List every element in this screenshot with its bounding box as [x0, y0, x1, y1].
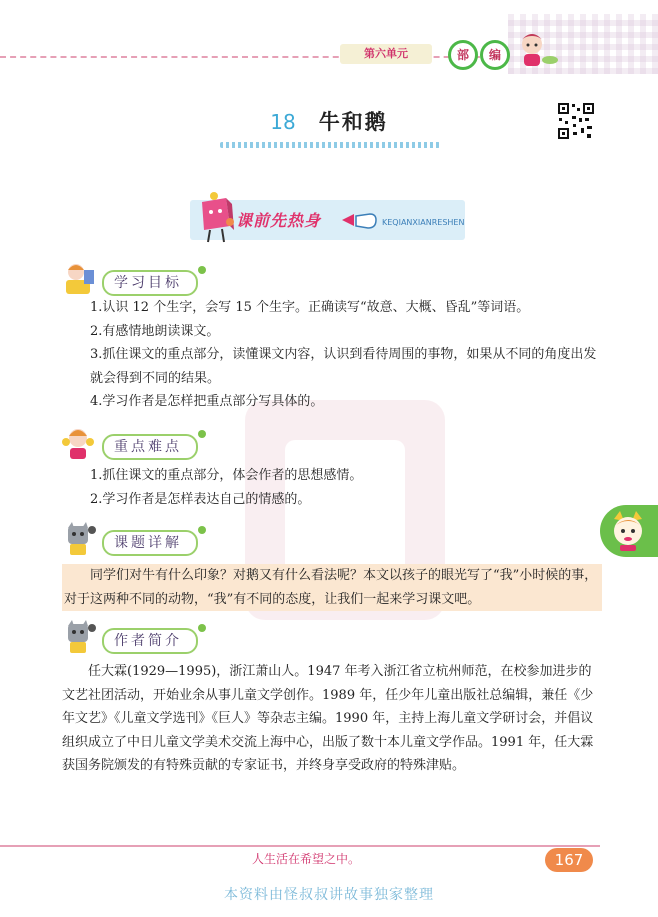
topic-text: 同学们对牛有什么印象？对鹅又有什么看法呢？本文以孩子的眼光写了“我”小时候的事，对于这两种不同的动物，“我”有不同的态度，让我们一起来学习课文吧。	[64, 568, 598, 607]
kid-reading-icon	[62, 262, 98, 296]
keypoints-list	[90, 464, 600, 511]
qr-code-icon[interactable]	[557, 102, 595, 140]
unit-label: 第六单元	[340, 44, 432, 64]
footer-divider	[0, 845, 600, 847]
mascot-girl-icon	[510, 30, 560, 72]
robot-cat-icon	[62, 620, 98, 654]
kid-cheering-icon	[62, 426, 98, 460]
goals-list	[90, 296, 600, 414]
robot-cat-icon	[62, 522, 98, 556]
goal-item: 3.抓住课文的重点部分，读懂课文内容，认识到看待周围的事物，如果从不同的角度出发就会得到不同的结果。	[90, 347, 597, 386]
section-title: 作者简介	[102, 628, 198, 654]
watermark-text: 本资料由怪叔叔讲故事独家整理	[224, 887, 434, 903]
goal-item: 2.有感情地朗读课文。	[90, 323, 220, 339]
hand-pointer-icon	[340, 206, 380, 234]
author-paragraph	[62, 660, 598, 778]
heading-dot	[198, 266, 206, 274]
goal-item: 1.认识 12 个生字，会写 15 个生字。正确读写“故意、大概、昏乱”等词语。	[90, 300, 530, 315]
edition-badge-1: 部	[448, 40, 478, 70]
goal-item: 4.学习作者是怎样把重点部分写具体的。	[90, 394, 324, 409]
heading-dot	[198, 526, 206, 534]
edition-badge-2: 编	[480, 40, 510, 70]
fox-mascot-icon	[606, 509, 650, 553]
cube-mascot-icon	[196, 192, 236, 244]
lesson-number: 18	[270, 110, 296, 134]
heading-dot	[198, 624, 206, 632]
title-underline	[220, 142, 440, 148]
heading-dot	[198, 430, 206, 438]
topic-paragraph	[62, 564, 602, 611]
keypoint-item: 1.抓住课文的重点部分，体会作者的思想感情。	[90, 468, 363, 483]
footer-motto: 人生活在希望之中。	[252, 852, 361, 866]
lesson-title: 牛和鹅	[318, 110, 388, 134]
banner-title: 课前先热身	[236, 211, 322, 230]
section-title: 学习目标	[102, 270, 198, 296]
banner-subtitle: KEQIANXIANRESHEN	[382, 218, 465, 227]
page-number: 167	[545, 848, 593, 872]
keypoint-item: 2.学习作者是怎样表达自己的情感的。	[90, 491, 311, 507]
section-title: 课题详解	[102, 530, 198, 556]
section-title: 重点难点	[102, 434, 198, 460]
author-text: 任大霖(1929—1995)，浙江萧山人。1947 年考入浙江省立杭州师范，在校参加进步的文艺社团活动，开始业余从事儿童文学创作。1989 年，任少年儿童出版社总编辑，兼任《少年文艺》《儿童文学选刊》《巨人》等杂志主编。1990 年，主持上海儿童文学研讨会，并倡议组织成立了中日儿童文学美术交流上海中心，出版了数十本儿童文学作品。1991 年，任大霖获国务院颁发的有特殊贡献的专家证书，并终身享受政府的特殊津贴。	[62, 664, 594, 773]
side-tab	[600, 505, 658, 557]
